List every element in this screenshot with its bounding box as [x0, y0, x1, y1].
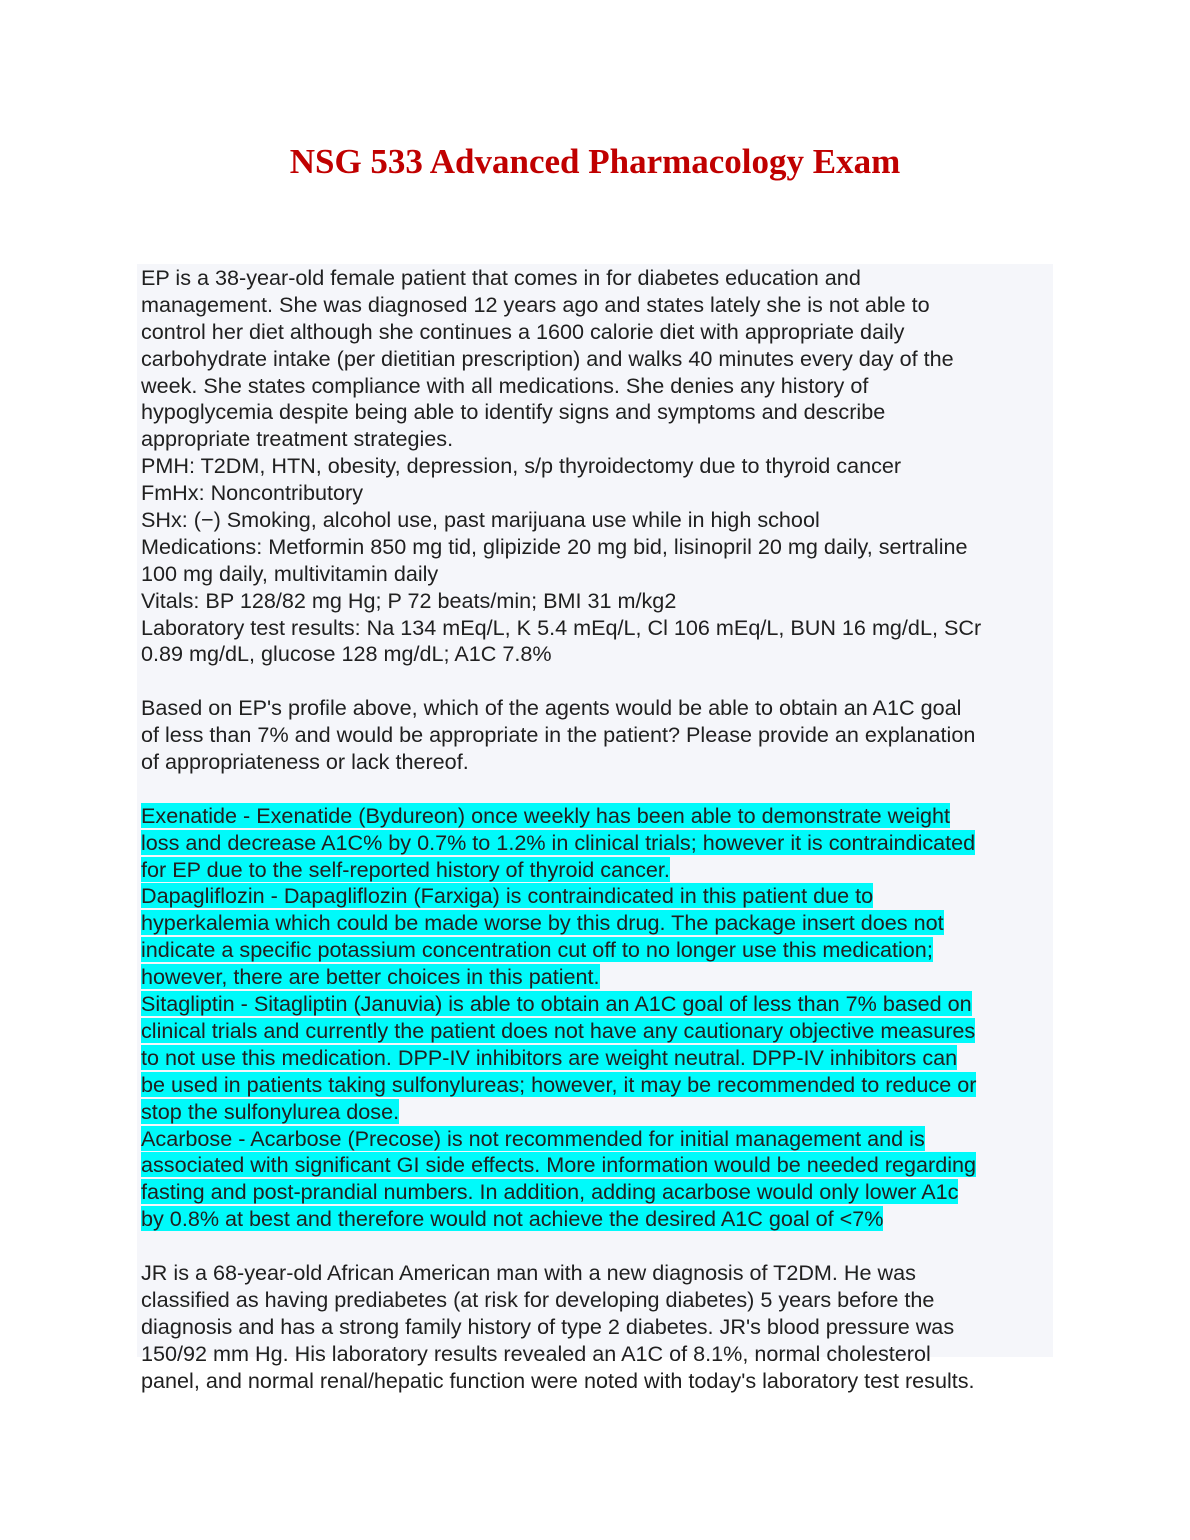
case-jr-line: diagnosis and has a strong family history of type 2 diabetes. JR's blood pressure was [141, 1313, 955, 1339]
highlight: for EP due to the self-reported history of thyroid cancer. [141, 856, 670, 882]
case-ep-shx: SHx: (−) Smoking, alcohol use, past marijuana use while in high school [141, 507, 820, 533]
case-ep-profile [141, 265, 1053, 668]
question-line: Based on EP's profile above, which of the agents would be able to obtain an A1C goal [141, 695, 962, 721]
paragraph-spacer [141, 1233, 1053, 1260]
case-ep-medications: 100 mg daily, multivitamin daily [141, 560, 439, 586]
question-line: of appropriateness or lack thereof. [141, 749, 469, 775]
answer-line-acarbose [141, 1206, 1053, 1233]
page-title: NSG 533 Advanced Pharmacology Exam [289, 142, 901, 181]
case-ep-labs: Laboratory test results: Na 134 mEq/L, K 5.4 mEq/L, Cl 106 mEq/L, BUN 16 mg/dL, SCr [141, 614, 982, 640]
answer-line-acarbose [141, 1179, 1053, 1206]
highlight: loss and decrease A1C% by 0.7% to 1.2% in clinical trials; however it is contraindicated [141, 829, 976, 855]
case-jr-profile [141, 1260, 1053, 1394]
highlight: Exenatide - Exenatide (Bydureon) once weekly has been able to demonstrate weight [141, 802, 951, 828]
answer-line-exenatide [141, 830, 1053, 857]
answer-line-sitagliptin [141, 1099, 1053, 1126]
answer-line-dapagliflozin [141, 883, 1053, 910]
highlight: stop the sulfonylurea dose. [141, 1098, 400, 1124]
highlight: fasting and post-prandial numbers. In addition, adding acarbose would only lower A1c [141, 1179, 959, 1205]
highlight: clinical trials and currently the patient does not have any cautionary objective measures [141, 1017, 976, 1043]
paragraph-spacer [141, 776, 1053, 803]
case-ep-line: control her diet although she continues a 1600 calorie diet with appropriate daily [141, 318, 905, 344]
answer-line-exenatide [141, 803, 1053, 830]
answer-line-sitagliptin [141, 1018, 1053, 1045]
highlight: however, there are better choices in this patient. [141, 964, 600, 990]
answer-line-dapagliflozin [141, 910, 1053, 937]
answer-line-acarbose [141, 1126, 1053, 1153]
answer-line-dapagliflozin [141, 964, 1053, 991]
case-jr-line: classified as having prediabetes (at risk for developing diabetes) 5 years before the [141, 1286, 935, 1312]
highlight: be used in patients taking sulfonylureas; however, it may be recommended to reduce or [141, 1071, 977, 1097]
case-ep-line: hypoglycemia despite being able to identify signs and symptoms and describe [141, 399, 886, 425]
highlight: indicate a specific potassium concentration cut off to no longer use this medication; [141, 937, 933, 963]
exam-content [137, 264, 1053, 1393]
highlight: Dapagliflozin - Dapagliflozin (Farxiga) is contraindicated in this patient due to [141, 883, 874, 909]
case-jr-line: panel, and normal renal/hepatic function were noted with today's laboratory test results. [141, 1367, 975, 1393]
answer-line-sitagliptin [141, 1045, 1053, 1072]
answer-line-dapagliflozin [141, 937, 1053, 964]
highlighted-answer [141, 803, 1053, 1233]
question [141, 695, 1053, 776]
case-ep-line: appropriate treatment strategies. [141, 426, 454, 452]
highlight: by 0.8% at best and therefore would not achieve the desired A1C goal of <7% [141, 1206, 884, 1232]
paragraph-spacer [141, 668, 1053, 695]
case-ep-vitals: Vitals: BP 128/82 mg Hg; P 72 beats/min; BMI 31 m/kg2 [141, 587, 677, 613]
highlight: associated with significant GI side effects. More information would be needed regarding [141, 1152, 977, 1178]
highlight: to not use this medication. DPP-IV inhibitors are weight neutral. DPP-IV inhibitors can [141, 1044, 958, 1070]
case-jr-line: JR is a 68-year-old African American man with a new diagnosis of T2DM. He was [141, 1259, 916, 1285]
case-ep-line: management. She was diagnosed 12 years ago and states lately she is not able to [141, 291, 930, 317]
highlight: Sitagliptin - Sitagliptin (Januvia) is able to obtain an A1C goal of less than 7% based on [141, 991, 972, 1017]
answer-line-exenatide [141, 857, 1053, 884]
case-ep-line: EP is a 38-year-old female patient that comes in for diabetes education and [141, 265, 861, 290]
highlight: hyperkalemia which could be made worse by this drug. The package insert does not [141, 910, 944, 936]
case-ep-pmh: PMH: T2DM, HTN, obesity, depression, s/p thyroidectomy due to thyroid cancer [141, 453, 902, 479]
case-ep-labs: 0.89 mg/dL, glucose 128 mg/dL; A1C 7.8% [141, 641, 552, 667]
highlight: Acarbose - Acarbose (Precose) is not recommended for initial management and is [141, 1125, 925, 1151]
case-ep-line: carbohydrate intake (per dietitian prescription) and walks 40 minutes every day of the [141, 345, 954, 371]
case-ep-line: week. She states compliance with all medications. She denies any history of [141, 372, 869, 398]
case-ep-fmhx: FmHx: Noncontributory [141, 480, 364, 506]
case-ep-medications: Medications: Metformin 850 mg tid, glipizide 20 mg bid, lisinopril 20 mg daily, sertraline [141, 533, 968, 559]
question-line: of less than 7% and would be appropriate in the patient? Please provide an explanation [141, 722, 976, 748]
case-jr-line: 150/92 mm Hg. His laboratory results revealed an A1C of 8.1%, normal cholesterol [141, 1340, 931, 1366]
answer-line-sitagliptin [141, 1072, 1053, 1099]
answer-line-sitagliptin [141, 991, 1053, 1018]
answer-line-acarbose [141, 1152, 1053, 1179]
